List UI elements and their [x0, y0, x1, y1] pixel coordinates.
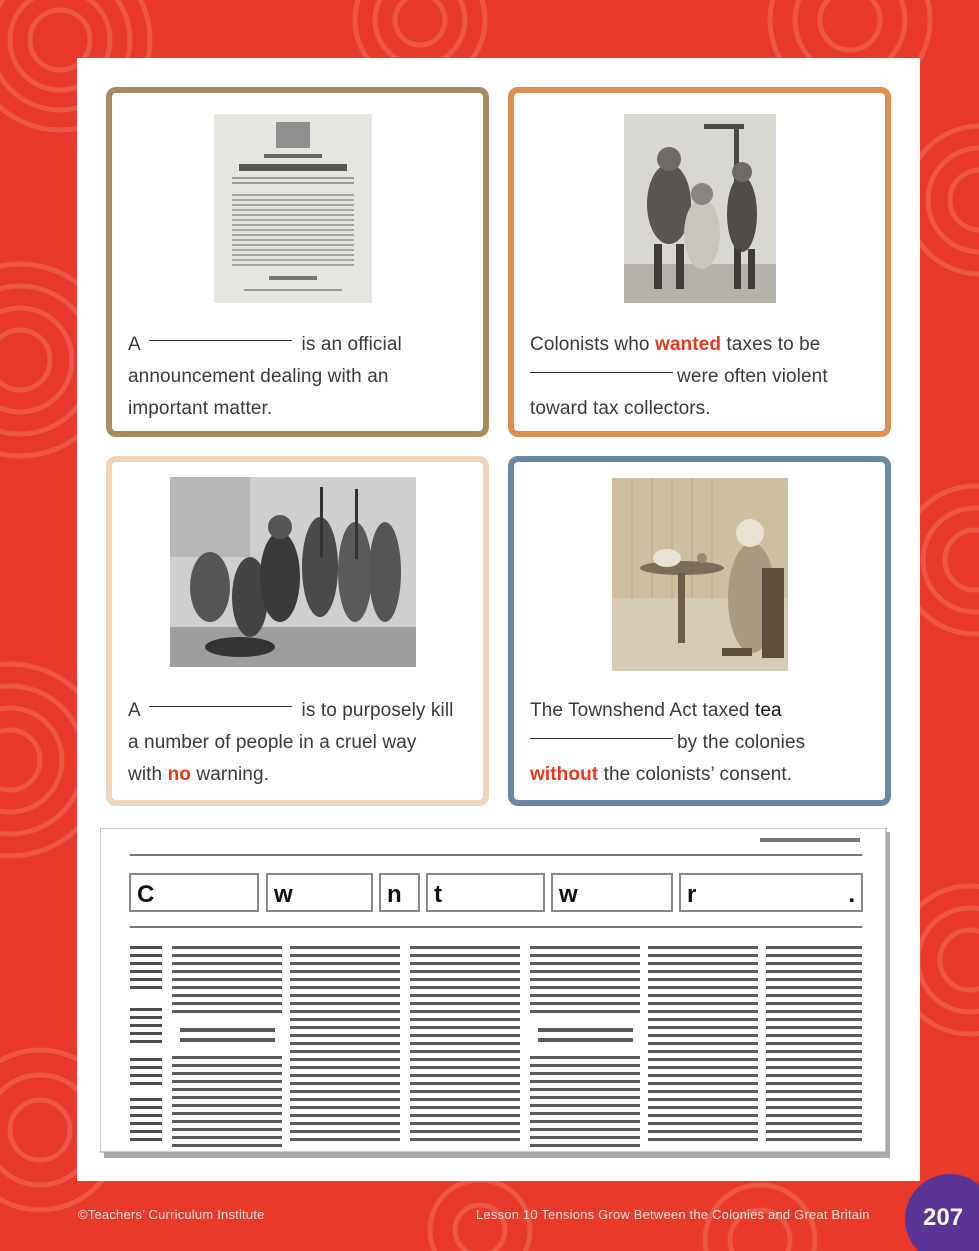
- proclamation-sentence: [128, 329, 473, 425]
- headline-box-3[interactable]: [379, 873, 420, 912]
- copyright-text: ©Teachers’ Curriculum Institute: [78, 1207, 265, 1222]
- headline-letter: w: [274, 881, 293, 908]
- sentence-text: warning.: [196, 764, 270, 785]
- townshend-act-card: [508, 456, 891, 806]
- headline-letter: w: [559, 881, 578, 908]
- townshend-act-sentence: [530, 695, 875, 791]
- sentence-rest: by the colonies: [677, 732, 806, 753]
- headline-box-6[interactable]: [679, 873, 863, 912]
- sentence-line-2: a number of people in a cruel way: [128, 732, 417, 753]
- headline-box-2[interactable]: [266, 873, 373, 912]
- sentence-start: A: [128, 700, 140, 721]
- sentence-line-3: [530, 759, 875, 791]
- massacre-sentence: [128, 695, 473, 791]
- headline-box-1[interactable]: [129, 873, 259, 912]
- page-number: 207: [923, 1204, 964, 1231]
- answer-blank[interactable]: [530, 738, 673, 739]
- headline-box-4[interactable]: [426, 873, 545, 912]
- sentence-line-1: [530, 695, 875, 727]
- answer-blank[interactable]: [530, 372, 673, 373]
- headline-period: .: [848, 881, 855, 908]
- answer-blank[interactable]: [149, 340, 292, 341]
- emphasis-tea: tea: [754, 700, 782, 721]
- sentence-mid: taxes to be: [726, 334, 821, 355]
- sentence-line-3: [128, 759, 473, 791]
- sentence-line-2: [530, 727, 875, 759]
- emphasis-without: without: [530, 764, 599, 785]
- tea-drinking-woman-image: [612, 478, 788, 671]
- sentence-start: Colonists who: [530, 334, 650, 355]
- proclamation-document-image: [214, 114, 372, 303]
- emphasis-wanted: wanted: [654, 334, 722, 355]
- sentence-line-3: toward tax collectors.: [530, 398, 711, 419]
- sentence-text: with: [128, 764, 163, 785]
- headline-letter: C: [137, 881, 155, 908]
- headline-letter: r: [687, 881, 697, 908]
- answer-blank[interactable]: [149, 706, 292, 707]
- sentence-rest: the colonists’ consent.: [603, 764, 793, 785]
- emphasis-no: no: [167, 764, 192, 785]
- sentence-line-1: [530, 329, 875, 361]
- sentence-start: The Townshend Act taxed: [530, 700, 750, 721]
- massacre-engraving-image: [170, 477, 416, 667]
- tar-and-feather-sentence: [530, 329, 875, 425]
- sentence-line-2: [530, 361, 875, 393]
- proclamation-card: [106, 87, 489, 437]
- sentence-rest: were often violent: [677, 366, 828, 387]
- headline-box-5[interactable]: [551, 873, 673, 912]
- tar-and-feather-card: [508, 87, 891, 437]
- lesson-title: Lesson 10 Tensions Grow Between the Colonies and Great Britain: [476, 1207, 870, 1222]
- sentence-rest: is to purposely kill: [301, 700, 454, 721]
- massacre-card: [106, 456, 489, 806]
- sentence-start: A: [128, 334, 140, 355]
- sentence-line-1: [128, 695, 473, 727]
- headline-letter: n: [387, 881, 402, 908]
- tar-and-feathering-image: [624, 114, 776, 303]
- headline-letter: t: [434, 881, 442, 908]
- sentence-rest: is an official announcement dealing with an important matter.: [128, 334, 402, 419]
